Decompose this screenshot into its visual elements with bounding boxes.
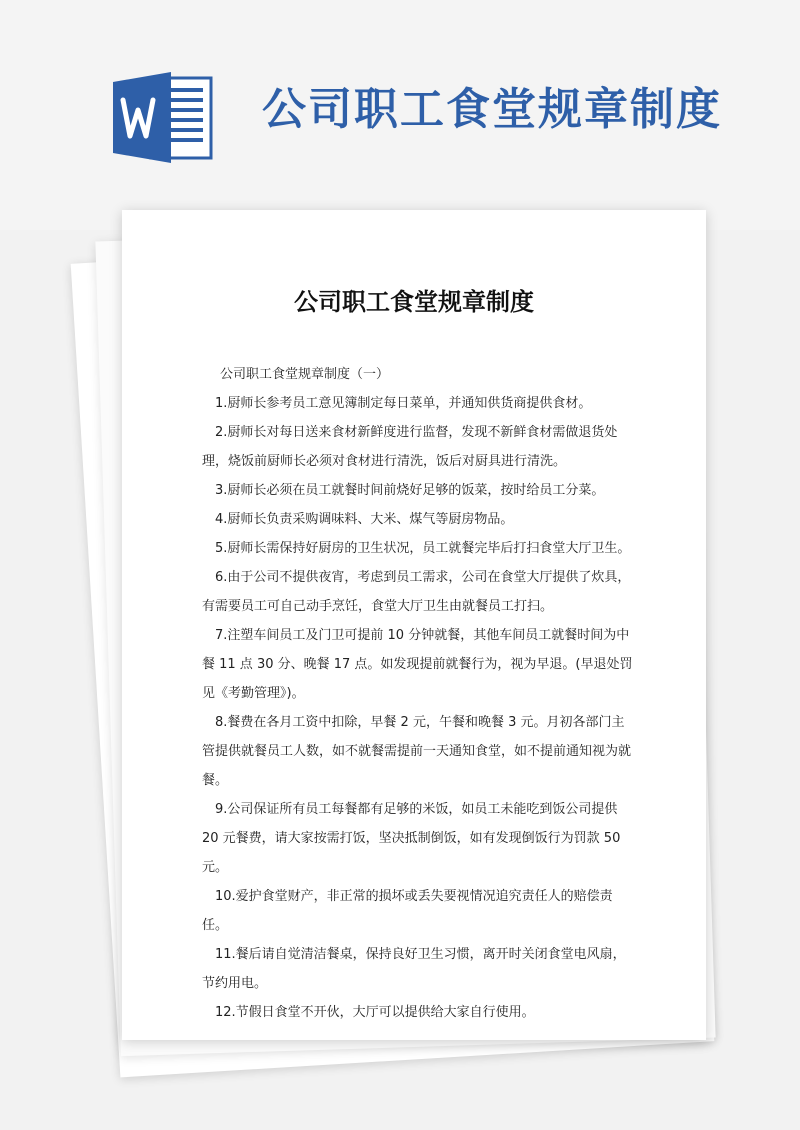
- document-paragraph: 5.厨师长需保持好厨房的卫生状况，员工就餐完毕后打扫食堂大厅卫生。: [215, 541, 631, 556]
- document-paragraph: 4.厨师长负责采购调味料、大米、煤气等厨房物品。: [215, 512, 514, 527]
- document-page: [122, 210, 706, 1040]
- document-paragraph: 7.注塑车间员工及门卫可提前 10 分钟就餐，其他车间员工就餐时间为中餐 11 点 30 分、晚餐 17 点。如发现提前就餐行为，视为早退。(早退处罚见《考勤管理》)。: [202, 628, 633, 701]
- document-paragraph: 11.餐后请自觉清洁餐桌，保持良好卫生习惯，离开时关闭食堂电风扇，节约用电。: [202, 947, 626, 991]
- document-subtitle: 公司职工食堂规章制度（一）: [220, 367, 390, 382]
- document-paragraph: 9.公司保证所有员工每餐都有足够的米饭，如员工未能吃到饭公司提供 20 元餐费，请大家按需打饭，坚决抵制倒饭，如有发现倒饭行为罚款 50 元。: [202, 802, 621, 875]
- document-paragraph: 10.爱护食堂财产，非正常的损坏或丢失要视情况追究责任人的赔偿责任。: [202, 889, 613, 933]
- document-paragraph: 8.餐费在各月工资中扣除，早餐 2 元，午餐和晚餐 3 元。月初各部门主管提供就餐员工人数，如不就餐需提前一天通知食堂，如不提前通知视为就餐。: [202, 715, 632, 788]
- document-body: [202, 360, 634, 1027]
- document-paragraph: 12.节假日食堂不开伙，大厅可以提供给大家自行使用。: [215, 1005, 535, 1020]
- document-paragraph: 6.由于公司不提供夜宵，考虑到员工需求，公司在食堂大厅提供了炊具，有需要员工可自己动手烹饪，食堂大厅卫生由就餐员工打扫。: [202, 570, 631, 614]
- word-document-icon: [113, 70, 213, 165]
- banner-title: 公司职工食堂规章制度: [262, 84, 722, 135]
- document-title: 公司职工食堂规章制度: [294, 288, 534, 316]
- document-paragraph: 3.厨师长必须在员工就餐时间前烧好足够的饭菜，按时给员工分菜。: [215, 483, 605, 498]
- document-paragraph: 2.厨师长对每日送来食材新鲜度进行监督，发现不新鲜食材需做退货处理，烧饭前厨师长必须对食材进行清洗，饭后对厨具进行清洗。: [202, 425, 618, 469]
- document-paragraph: 1.厨师长参考员工意见簿制定每日菜单，并通知供货商提供食材。: [215, 396, 592, 411]
